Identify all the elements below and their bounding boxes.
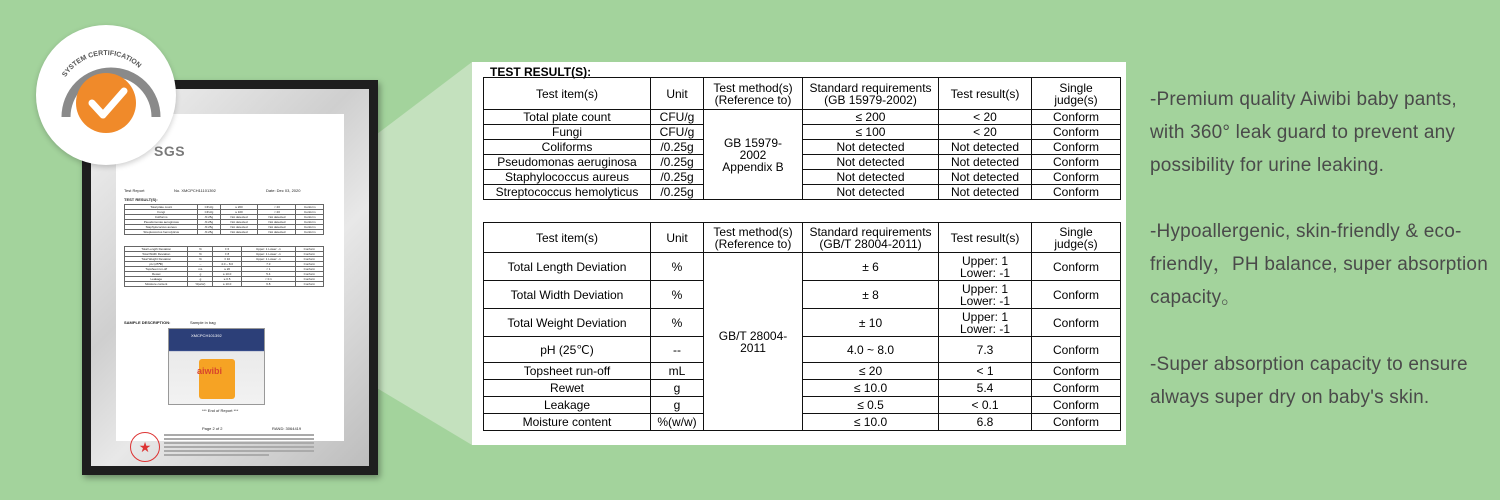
standard-cell: ≤ 20 (803, 363, 939, 380)
test-item-cell: Moisture content (484, 414, 651, 431)
table-header-cell: Test result(s) (939, 78, 1032, 110)
unit-cell: /0.25g (651, 155, 704, 170)
sgs-logo-text: SGS (154, 143, 186, 159)
product-photo-code: XMCPCH101392 (191, 333, 222, 338)
doc-page: Page 2 of 2 (202, 426, 223, 431)
doc-mini-cell: Conform (296, 230, 324, 235)
doc-mini-cell: Conform (295, 257, 323, 262)
table-header-cell: Single judge(s) (1032, 223, 1121, 253)
feature-hypoallergenic: -Hypoallergenic, skin-friendly & eco-friendly，PH balance, super absorption capacity。 (1150, 221, 1488, 308)
doc-mini-cell: /0.25g (198, 230, 220, 235)
doc-report-label: Test Report (124, 188, 145, 193)
doc-mini-cell: g (188, 277, 213, 282)
doc-mini-table-2 (124, 246, 324, 287)
standard-cell: Not detected (803, 140, 939, 155)
doc-mini-cell: Not detected (220, 220, 258, 225)
standard-cell: ± 6 (803, 253, 939, 281)
test-item-cell: Coliforms (484, 140, 651, 155)
doc-mini-cell: Conform (296, 220, 324, 225)
standard-cell: ± 10 (803, 309, 939, 337)
doc-mini-row (125, 230, 324, 235)
doc-report-no: No. XMCPCH11101392 (174, 188, 216, 193)
doc-mini-cell: Fungi (125, 210, 198, 215)
doc-mini-cell: Not detected (258, 220, 296, 225)
judge-cell: Conform (1032, 414, 1121, 431)
unit-cell: % (651, 281, 704, 309)
result-cell: < 20 (939, 110, 1032, 125)
doc-mini-cell: Total plate count (125, 205, 198, 210)
table-row (484, 414, 1121, 431)
test-item-cell: Fungi (484, 125, 651, 140)
doc-mini-cell: ≤ 200 (220, 205, 258, 210)
unit-cell: /0.25g (651, 140, 704, 155)
doc-mini-cell: Conform (296, 205, 324, 210)
doc-mini-cell: < 1 (241, 267, 295, 272)
doc-mini-cell: Total Length Deviation (125, 247, 188, 252)
doc-mini-cell: Total Weight Deviation (125, 257, 188, 262)
doc-mini-cell: Upper: 1 Lower: -1 (241, 257, 295, 262)
table-header-cell: Unit (651, 78, 704, 110)
unit-cell: CFU/g (651, 125, 704, 140)
doc-mini-cell: Conform (296, 225, 324, 230)
unit-cell: mL (651, 363, 704, 380)
table-header-cell: Single judge(s) (1032, 78, 1121, 110)
badge-arc-text: SYSTEM CERTIFICATION (61, 49, 143, 79)
test-item-cell: Pseudomonas aeruginosa (484, 155, 651, 170)
test-item-cell: Leakage (484, 397, 651, 414)
table-header-cell: Unit (651, 223, 704, 253)
unit-cell: /0.25g (651, 170, 704, 185)
doc-mini-cell: ± 10 (213, 257, 242, 262)
result-cell: Not detected (939, 170, 1032, 185)
product-photo (168, 328, 265, 405)
doc-fine-print (164, 434, 314, 458)
test-item-cell: Total Length Deviation (484, 253, 651, 281)
table-row (484, 140, 1121, 155)
doc-date: Date: Dec 03, 2020 (266, 188, 301, 193)
doc-sample-label: SAMPLE DESCRIPTION: (124, 320, 171, 325)
judge-cell: Conform (1032, 281, 1121, 309)
judge-cell: Conform (1032, 125, 1121, 140)
doc-mini-cell: ± 6 (213, 247, 242, 252)
doc-mini-cell: Conform (295, 252, 323, 257)
judge-cell: Conform (1032, 309, 1121, 337)
table-row (484, 253, 1121, 281)
judge-cell: Conform (1032, 140, 1121, 155)
table-row (484, 170, 1121, 185)
unit-cell: g (651, 397, 704, 414)
test-item-cell: Rewet (484, 380, 651, 397)
doc-mini-cell: pH (25℃) (125, 262, 188, 267)
doc-mini-cell: ± 8 (213, 252, 242, 257)
unit-cell: /0.25g (651, 185, 704, 200)
doc-rand: RAND: 3064419 (272, 426, 302, 431)
test-results-panel (472, 62, 1126, 445)
doc-mini-cell: Upper: 1 Lower: -1 (241, 247, 295, 252)
result-cell: Not detected (939, 185, 1032, 200)
result-cell: 5.4 (939, 380, 1032, 397)
doc-mini-table-1 (124, 204, 324, 235)
doc-mini-cell: 7.3 (241, 262, 295, 267)
unit-cell: CFU/g (651, 110, 704, 125)
result-cell: Not detected (939, 155, 1032, 170)
table-row (484, 380, 1121, 397)
doc-mini-cell: -- (188, 262, 213, 267)
unit-cell: %(w/w) (651, 414, 704, 431)
judge-cell: Conform (1032, 380, 1121, 397)
test-results-title: TEST RESULT(S): (490, 65, 592, 79)
table-row (484, 309, 1121, 337)
doc-mini-cell: < 0.1 (241, 277, 295, 282)
doc-mini-cell: Conform (295, 267, 323, 272)
table-header-cell: Test result(s) (939, 223, 1032, 253)
standard-cell: Not detected (803, 185, 939, 200)
doc-mini-cell: Not detected (220, 215, 258, 220)
doc-mini-cell: 5.4 (241, 272, 295, 277)
table-row (484, 363, 1121, 380)
table-row (484, 155, 1121, 170)
doc-mini-cell: Conform (296, 215, 324, 220)
doc-mini-cell: /0.25g (198, 215, 220, 220)
doc-mini-cell: < 20 (258, 210, 296, 215)
doc-mini-cell: 6.8 (241, 282, 295, 287)
test-item-cell: pH (25℃) (484, 337, 651, 363)
judge-cell: Conform (1032, 170, 1121, 185)
doc-sample-value: Sample in bag (190, 320, 216, 325)
test-item-cell: Total Width Deviation (484, 281, 651, 309)
doc-mini-cell: Coliforms (125, 215, 198, 220)
doc-mini-cell: % (188, 247, 213, 252)
doc-mini-cell: mL (188, 267, 213, 272)
standard-cell: ≤ 10.0 (803, 414, 939, 431)
table-header-cell: Test item(s) (484, 223, 651, 253)
doc-mini-cell: < 20 (258, 205, 296, 210)
doc-mini-cell: Conform (295, 277, 323, 282)
badge-side-text: AWB 15001 (145, 61, 171, 106)
badge-orange-circle (76, 73, 136, 133)
doc-footer: Member of the SGS Group (SGS SA) (236, 466, 286, 470)
product-package (199, 359, 235, 399)
standard-cell: ≤ 200 (803, 110, 939, 125)
doc-mini-row (125, 282, 324, 287)
unit-cell: % (651, 253, 704, 281)
doc-mini-cell: /0.25g (198, 220, 220, 225)
table-header-row (484, 223, 1121, 253)
table-header-row (484, 78, 1121, 110)
doc-mini-cell: /0.25g (198, 225, 220, 230)
result-cell: 7.3 (939, 337, 1032, 363)
doc-mini-cell: Staphylococcus aureus (125, 225, 198, 230)
doc-mini-cell: Conform (295, 262, 323, 267)
sgs-certification-badge (36, 25, 186, 165)
table-header-cell: Standard requirements (GB/T 28004-2011) (803, 223, 939, 253)
microbiology-results-table (483, 77, 1121, 200)
doc-mini-cell: ≤ 10.0 (213, 282, 242, 287)
star-stamp-icon: ★ (130, 432, 160, 462)
doc-mini-cell: 4.0 ~ 8.0 (213, 262, 242, 267)
unit-cell: -- (651, 337, 704, 363)
product-brand: aiwibi (197, 366, 223, 376)
judge-cell: Conform (1032, 337, 1121, 363)
doc-mini-cell: %(w/w) (188, 282, 213, 287)
doc-mini-cell: Not detected (258, 215, 296, 220)
doc-mini-cell: CFU/g (198, 205, 220, 210)
physical-results-table (483, 222, 1121, 431)
table-header-cell: Test method(s) (Reference to) (704, 223, 803, 253)
test-item-cell: Total plate count (484, 110, 651, 125)
judge-cell: Conform (1032, 155, 1121, 170)
doc-mini-cell: Conform (295, 282, 323, 287)
doc-mini-cell: ≤ 0.5 (213, 277, 242, 282)
table-row (484, 185, 1121, 200)
judge-cell: Conform (1032, 253, 1121, 281)
table-row (484, 337, 1121, 363)
feature-absorption: -Super absorption capacity to ensure always super dry on baby's skin. (1150, 354, 1468, 408)
unit-cell: % (651, 309, 704, 337)
test-method-cell: GB/T 28004- 2011 (704, 253, 803, 431)
unit-cell: g (651, 380, 704, 397)
doc-mini-cell: Total Width Deviation (125, 252, 188, 257)
standard-cell: ≤ 10.0 (803, 380, 939, 397)
table-header-cell: Test method(s) (Reference to) (704, 78, 803, 110)
table-row (484, 125, 1121, 140)
test-item-cell: Topsheet run-off (484, 363, 651, 380)
judge-cell: Conform (1032, 110, 1121, 125)
doc-mini-cell: Pseudomonas aeruginosa (125, 220, 198, 225)
doc-mini-cell: Not detected (220, 225, 258, 230)
doc-mini-cell: Streptococcus hemolyticus (125, 230, 198, 235)
doc-mini-cell: ≤ 10.0 (213, 272, 242, 277)
doc-end-of-report: *** End of Report *** (202, 408, 239, 413)
doc-mini-cell: Leakage (125, 277, 188, 282)
table-row (484, 397, 1121, 414)
table-row (484, 110, 1121, 125)
standard-cell: ≤ 0.5 (803, 397, 939, 414)
doc-mini-cell: Conform (296, 210, 324, 215)
result-cell: 6.8 (939, 414, 1032, 431)
doc-mini-cell: Rewet (125, 272, 188, 277)
doc-mini-cell: % (188, 252, 213, 257)
result-cell: < 0.1 (939, 397, 1032, 414)
doc-mini-cell: ≤ 100 (220, 210, 258, 215)
table-row (484, 281, 1121, 309)
doc-mini-cell: % (188, 257, 213, 262)
doc-mini-cell: CFU/g (198, 210, 220, 215)
standard-cell: Not detected (803, 155, 939, 170)
result-cell: < 20 (939, 125, 1032, 140)
doc-mini-cell: Conform (295, 247, 323, 252)
doc-mini-cell: Upper: 1 Lower: -1 (241, 252, 295, 257)
standard-cell: ± 8 (803, 281, 939, 309)
doc-mini-cell: g (188, 272, 213, 277)
doc-results-label: TEST RESULT(S): (124, 197, 158, 202)
result-cell: < 1 (939, 363, 1032, 380)
test-item-cell: Streptococcus hemolyticus (484, 185, 651, 200)
result-cell: Upper: 1 Lower: -1 (939, 309, 1032, 337)
result-cell: Not detected (939, 140, 1032, 155)
test-item-cell: Total Weight Deviation (484, 309, 651, 337)
doc-mini-cell: ≤ 20 (213, 267, 242, 272)
result-cell: Upper: 1 Lower: -1 (939, 281, 1032, 309)
table-header-cell: Standard requirements (GB 15979-2002) (803, 78, 939, 110)
test-method-cell: GB 15979- 2002 Appendix B (704, 110, 803, 200)
table-header-cell: Test item(s) (484, 78, 651, 110)
standard-cell: ≤ 100 (803, 125, 939, 140)
doc-mini-cell: Not detected (220, 230, 258, 235)
test-item-cell: Staphylococcus aureus (484, 170, 651, 185)
standard-cell: Not detected (803, 170, 939, 185)
doc-mini-cell: Not detected (258, 225, 296, 230)
doc-mini-cell: Conform (295, 272, 323, 277)
doc-mini-cell: Not detected (258, 230, 296, 235)
judge-cell: Conform (1032, 363, 1121, 380)
judge-cell: Conform (1032, 397, 1121, 414)
doc-mini-cell: Moisture content (125, 282, 188, 287)
feature-leak-guard: -Premium quality Aiwibi baby pants, with 360° leak guard to prevent any possibility for urine leaking. (1150, 89, 1457, 176)
result-cell: Upper: 1 Lower: -1 (939, 253, 1032, 281)
judge-cell: Conform (1032, 185, 1121, 200)
standard-cell: 4.0 ~ 8.0 (803, 337, 939, 363)
doc-mini-cell: Topsheet run-off (125, 267, 188, 272)
